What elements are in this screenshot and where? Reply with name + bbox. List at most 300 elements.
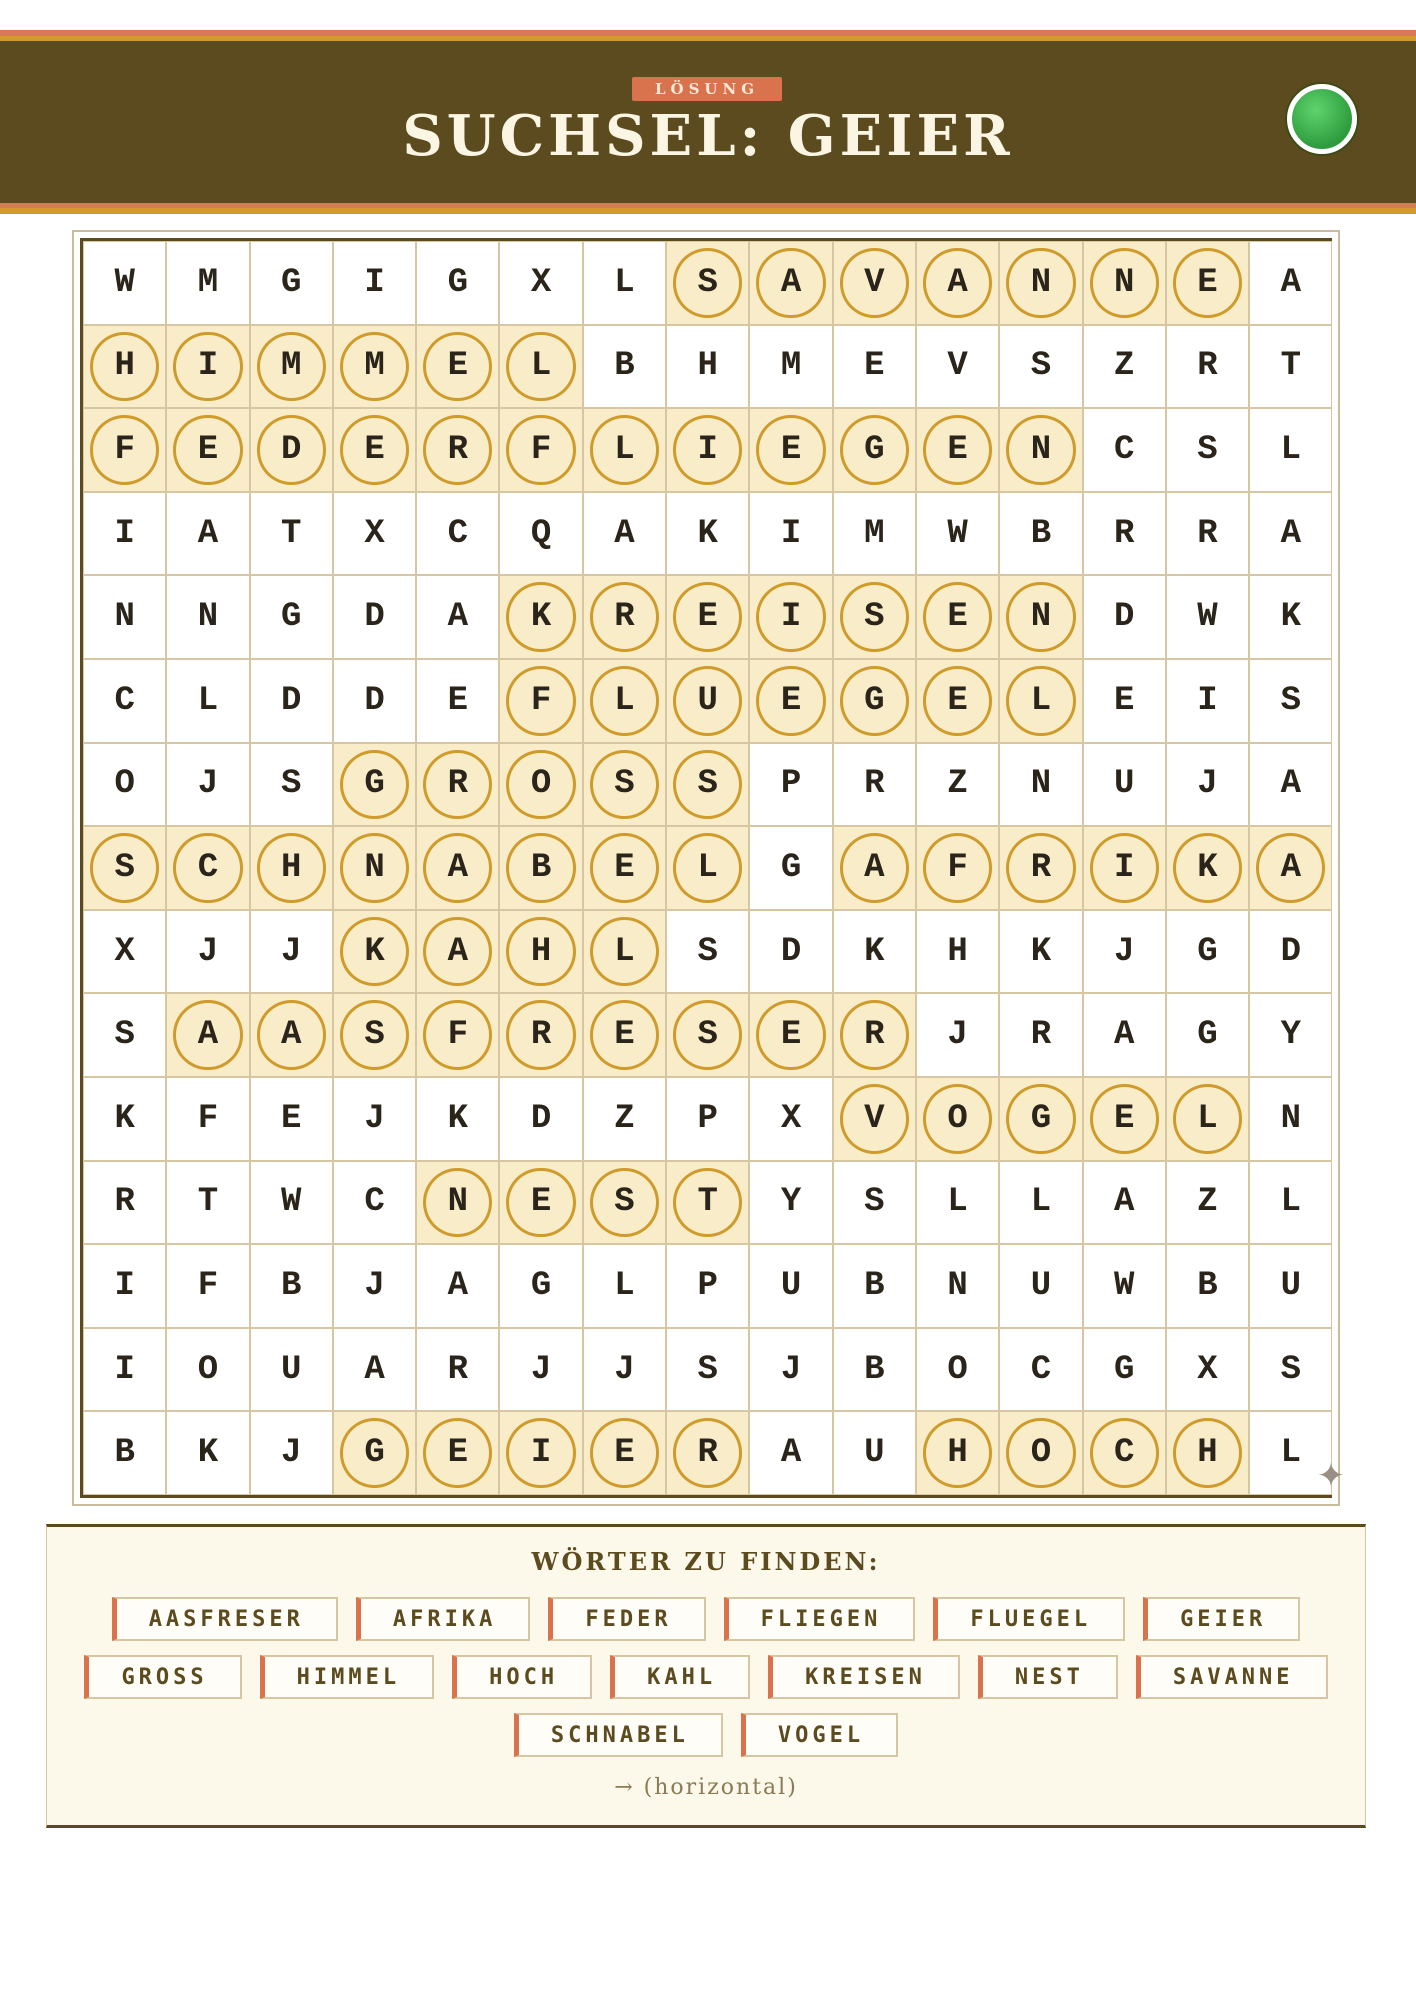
grid-cell[interactable] (1249, 575, 1332, 659)
grid-cell[interactable] (1166, 1161, 1249, 1245)
grid-cell[interactable] (499, 1244, 582, 1328)
grid-cell-found[interactable] (416, 743, 499, 827)
grid-cell[interactable] (166, 659, 249, 743)
grid-letter: A (1280, 848, 1301, 887)
grid-cell-found[interactable] (499, 659, 582, 743)
grid-cell[interactable] (916, 1328, 999, 1412)
grid-cell[interactable] (333, 659, 416, 743)
grid-cell[interactable] (916, 1161, 999, 1245)
grid-cell-found[interactable] (1083, 241, 1166, 325)
grid-cell-found[interactable] (499, 1161, 582, 1245)
grid-cell[interactable] (1249, 492, 1332, 576)
grid-letter: I (364, 263, 385, 302)
grid-cell[interactable] (333, 1328, 416, 1412)
grid-letter: P (697, 1099, 718, 1138)
grid-cell-found[interactable] (916, 659, 999, 743)
grid-cell-found[interactable] (333, 910, 416, 994)
grid-cell[interactable] (1166, 325, 1249, 409)
grid-cell[interactable] (583, 492, 666, 576)
grid-cell-found[interactable] (999, 241, 1082, 325)
grid-letter: H (530, 932, 552, 971)
grid-cell-found[interactable] (583, 993, 666, 1077)
grid-cell-found[interactable] (499, 826, 582, 910)
grid-cell[interactable] (83, 1077, 166, 1161)
grid-letter: X (364, 514, 385, 553)
grid-cell[interactable] (416, 659, 499, 743)
grid-cell[interactable] (583, 1077, 666, 1161)
grid-cell[interactable] (749, 325, 832, 409)
grid-cell[interactable] (166, 743, 249, 827)
grid-cell-found[interactable] (1166, 1411, 1249, 1495)
word-chip[interactable]: GEIER (1143, 1597, 1300, 1641)
grid-cell-found[interactable] (666, 743, 749, 827)
grid-cell[interactable] (1083, 910, 1166, 994)
grid-cell[interactable] (83, 659, 166, 743)
word-chip[interactable]: AFRIKA (356, 1597, 530, 1641)
grid-cell[interactable] (583, 1328, 666, 1412)
word-chip[interactable]: FEDER (548, 1597, 705, 1641)
direction-hint: → (horizontal) (614, 1775, 798, 1800)
grid-cell[interactable] (1083, 659, 1166, 743)
grid-cell-found[interactable] (1166, 1077, 1249, 1161)
grid-cell-found[interactable] (499, 1411, 582, 1495)
grid-cell[interactable] (749, 1077, 832, 1161)
grid-letter: Z (1114, 347, 1135, 386)
grid-cell-found[interactable] (916, 575, 999, 659)
word-chip[interactable]: HOCH (452, 1655, 592, 1699)
grid-cell[interactable] (416, 492, 499, 576)
grid-cell-found[interactable] (583, 1161, 666, 1245)
grid-cell-found[interactable] (583, 743, 666, 827)
grid-cell-found[interactable] (583, 1411, 666, 1495)
grid-cell-found[interactable] (666, 826, 749, 910)
grid-cell[interactable] (83, 1411, 166, 1495)
grid-cell-found[interactable] (166, 408, 249, 492)
grid-cell[interactable] (333, 1244, 416, 1328)
grid-cell[interactable] (999, 993, 1082, 1077)
grid-cell-found[interactable] (416, 325, 499, 409)
grid-cell-found[interactable] (1166, 241, 1249, 325)
grid-letter: G (281, 263, 302, 302)
grid-cell-found[interactable] (499, 743, 582, 827)
word-row (47, 1713, 1365, 1757)
grid-cell-found[interactable] (333, 826, 416, 910)
grid-cell-found[interactable] (1249, 826, 1332, 910)
grid-cell[interactable] (166, 1328, 249, 1412)
grid-cell-found[interactable] (833, 241, 916, 325)
grid-cell-found[interactable] (1083, 1411, 1166, 1495)
grid-cell[interactable] (1166, 408, 1249, 492)
grid-letter: G (864, 681, 885, 720)
grid-cell-found[interactable] (583, 408, 666, 492)
word-chip[interactable]: GROSS (84, 1655, 241, 1699)
grid-letter: J (780, 1350, 802, 1389)
grid-cell-found[interactable] (333, 408, 416, 492)
grid-cell[interactable] (749, 1328, 832, 1412)
grid-cell[interactable] (749, 1411, 832, 1495)
grid-cell-found[interactable] (916, 826, 999, 910)
grid-cell-found[interactable] (333, 1411, 416, 1495)
grid-letter: L (1030, 681, 1052, 720)
grid-cell-found[interactable] (916, 1411, 999, 1495)
grid-cell-found[interactable] (666, 993, 749, 1077)
grid-cell[interactable] (166, 241, 249, 325)
grid-cell[interactable] (499, 492, 582, 576)
grid-letter: R (1030, 1016, 1052, 1055)
grid-cell[interactable] (749, 826, 832, 910)
grid-cell-found[interactable] (83, 826, 166, 910)
grid-cell[interactable] (83, 1328, 166, 1412)
grid-letter: A (364, 1350, 385, 1389)
grid-cell-found[interactable] (416, 1161, 499, 1245)
grid-letter: C (1114, 1434, 1135, 1473)
grid-letter: J (530, 1350, 552, 1389)
grid-cell[interactable] (666, 492, 749, 576)
grid-cell-found[interactable] (916, 241, 999, 325)
grid-cell-found[interactable] (333, 743, 416, 827)
grid-cell-found[interactable] (749, 659, 832, 743)
grid-letter: S (614, 765, 635, 804)
grid-cell[interactable] (833, 1244, 916, 1328)
grid-cell[interactable] (1166, 1328, 1249, 1412)
grid-cell[interactable] (999, 492, 1082, 576)
grid-cell[interactable] (250, 1328, 333, 1412)
grid-letter: S (114, 848, 135, 887)
grid-cell-found[interactable] (666, 1411, 749, 1495)
grid-cell[interactable] (333, 1161, 416, 1245)
grid-cell[interactable] (1166, 1244, 1249, 1328)
grid-cell[interactable] (250, 910, 333, 994)
grid-cell[interactable] (1083, 408, 1166, 492)
grid-cell[interactable] (999, 1161, 1082, 1245)
grid-cell-found[interactable] (999, 826, 1082, 910)
word-chip[interactable]: VOGEL (741, 1713, 898, 1757)
grid-cell-found[interactable] (83, 325, 166, 409)
grid-cell-found[interactable] (666, 575, 749, 659)
word-chip[interactable]: FLUEGEL (933, 1597, 1125, 1641)
grid-cell[interactable] (666, 1244, 749, 1328)
grid-cell[interactable] (83, 241, 166, 325)
grid-cell-found[interactable] (666, 1161, 749, 1245)
grid-cell[interactable] (1249, 910, 1332, 994)
grid-cell[interactable] (1249, 1077, 1332, 1161)
grid-letter: E (197, 430, 219, 469)
grid-letter: G (1030, 1099, 1052, 1138)
grid-cell[interactable] (666, 910, 749, 994)
grid-cell[interactable] (83, 743, 166, 827)
grid-cell[interactable] (1166, 492, 1249, 576)
grid-cell-found[interactable] (833, 659, 916, 743)
grid-cell-found[interactable] (666, 408, 749, 492)
grid-cell[interactable] (1249, 993, 1332, 1077)
grid-cell-found[interactable] (916, 408, 999, 492)
grid-cell-found[interactable] (416, 408, 499, 492)
grid-cell-found[interactable] (666, 241, 749, 325)
grid-cell[interactable] (1249, 241, 1332, 325)
grid-letter: L (947, 1183, 968, 1222)
grid-cell-found[interactable] (499, 993, 582, 1077)
grid-cell[interactable] (83, 1161, 166, 1245)
grid-cell-found[interactable] (1083, 1077, 1166, 1161)
grid-cell-found[interactable] (1083, 826, 1166, 910)
grid-cell[interactable] (333, 492, 416, 576)
grid-cell[interactable] (333, 575, 416, 659)
grid-cell[interactable] (833, 1161, 916, 1245)
grid-cell[interactable] (250, 1411, 333, 1495)
grid-cell-found[interactable] (749, 408, 832, 492)
grid-cell[interactable] (583, 1244, 666, 1328)
grid-cell-found[interactable] (999, 575, 1082, 659)
grid-letter: S (1280, 681, 1301, 720)
grid-cell[interactable] (1083, 1244, 1166, 1328)
grid-cell[interactable] (1083, 743, 1166, 827)
grid-cell[interactable] (250, 659, 333, 743)
word-chip[interactable]: AASFRESER (112, 1597, 338, 1641)
grid-cell[interactable] (749, 492, 832, 576)
grid-letter: N (1280, 1099, 1301, 1138)
grid-cell[interactable] (749, 910, 832, 994)
grid-cell[interactable] (666, 1328, 749, 1412)
grid-letter: E (1114, 681, 1135, 720)
grid-cell-found[interactable] (833, 575, 916, 659)
grid-cell-found[interactable] (333, 993, 416, 1077)
grid-cell-found[interactable] (83, 408, 166, 492)
grid-letter: E (864, 347, 885, 386)
grid-letter: K (1030, 932, 1052, 971)
grid-cell-found[interactable] (499, 910, 582, 994)
grid-cell[interactable] (250, 241, 333, 325)
grid-letter: M (864, 514, 885, 553)
grid-cell[interactable] (416, 1077, 499, 1161)
grid-cell[interactable] (333, 241, 416, 325)
grid-cell-found[interactable] (666, 659, 749, 743)
grid-letter: D (1114, 598, 1135, 637)
grid-cell[interactable] (916, 743, 999, 827)
grid-cell[interactable] (1083, 1161, 1166, 1245)
grid-cell[interactable] (999, 1244, 1082, 1328)
grid-cell[interactable] (416, 241, 499, 325)
grid-cell[interactable] (833, 325, 916, 409)
grid-cell[interactable] (1249, 408, 1332, 492)
grid-cell[interactable] (250, 1244, 333, 1328)
grid-cell-found[interactable] (250, 993, 333, 1077)
grid-cell[interactable] (1083, 993, 1166, 1077)
grid-cell[interactable] (166, 1244, 249, 1328)
grid-letter: I (697, 430, 718, 469)
grid-cell[interactable] (916, 492, 999, 576)
grid-cell-found[interactable] (999, 1411, 1082, 1495)
grid-cell-found[interactable] (749, 993, 832, 1077)
green-dot-icon[interactable] (1287, 84, 1357, 154)
grid-cell-found[interactable] (166, 826, 249, 910)
grid-letter: C (114, 681, 135, 720)
grid-cell[interactable] (1166, 910, 1249, 994)
grid-letter: Z (947, 765, 968, 804)
grid-letter: K (697, 514, 718, 553)
grid-letter: K (197, 1434, 219, 1473)
grid-cell[interactable] (83, 910, 166, 994)
grid-cell[interactable] (999, 1328, 1082, 1412)
grid-cell[interactable] (1166, 575, 1249, 659)
grid-cell[interactable] (1166, 993, 1249, 1077)
grid-cell[interactable] (250, 743, 333, 827)
grid-cell[interactable] (83, 1244, 166, 1328)
grid-letter: J (364, 1099, 385, 1138)
word-chip[interactable]: SCHNABEL (514, 1713, 723, 1757)
grid-cell[interactable] (416, 1244, 499, 1328)
grid-cell[interactable] (1083, 492, 1166, 576)
grid-letter: A (281, 1016, 302, 1055)
grid-cell-found[interactable] (749, 241, 832, 325)
grid-cell[interactable] (999, 743, 1082, 827)
word-chip[interactable]: NEST (978, 1655, 1118, 1699)
grid-cell[interactable] (916, 993, 999, 1077)
grid-cell[interactable] (1249, 659, 1332, 743)
word-chip[interactable]: FLIEGEN (724, 1597, 916, 1641)
grid-letter: R (614, 598, 635, 637)
grid-letter: O (1030, 1434, 1052, 1473)
grid-letter: I (530, 1434, 552, 1473)
grid-cell[interactable] (1083, 325, 1166, 409)
grid-cell[interactable] (833, 1411, 916, 1495)
grid-cell-found[interactable] (333, 325, 416, 409)
grid-letter: U (1280, 1266, 1301, 1305)
grid-cell-found[interactable] (999, 659, 1082, 743)
grid-letter: B (114, 1434, 135, 1473)
grid-cell[interactable] (749, 1244, 832, 1328)
word-chip[interactable]: KREISEN (768, 1655, 960, 1699)
grid-cell[interactable] (1249, 1244, 1332, 1328)
grid-cell-found[interactable] (583, 910, 666, 994)
grid-cell[interactable] (833, 743, 916, 827)
grid-cell[interactable] (499, 241, 582, 325)
grid-letter: J (1197, 765, 1218, 804)
grid-cell[interactable] (666, 325, 749, 409)
page-title: SUCHSEL: GEIER (402, 103, 1014, 169)
grid-letter: K (1280, 598, 1301, 637)
grid-cell[interactable] (166, 910, 249, 994)
grid-letter: S (614, 1183, 635, 1222)
grid-cell[interactable] (250, 1077, 333, 1161)
grid-letter: R (447, 430, 469, 469)
grid-letter: L (614, 1266, 635, 1305)
grid-letter: V (864, 263, 885, 302)
grid-cell-found[interactable] (833, 993, 916, 1077)
grid-cell[interactable] (1166, 743, 1249, 827)
grid-cell-found[interactable] (250, 408, 333, 492)
grid-cell-found[interactable] (250, 826, 333, 910)
grid-cell[interactable] (499, 1328, 582, 1412)
grid-cell-found[interactable] (999, 408, 1082, 492)
grid-cell[interactable] (416, 575, 499, 659)
grid-cell-found[interactable] (916, 1077, 999, 1161)
grid-cell[interactable] (250, 575, 333, 659)
grid-cell[interactable] (333, 1077, 416, 1161)
grid-cell[interactable] (1166, 659, 1249, 743)
grid-cell[interactable] (166, 1077, 249, 1161)
grid-cell[interactable] (166, 492, 249, 576)
grid-letter: E (530, 1183, 552, 1222)
grid-cell-found[interactable] (833, 1077, 916, 1161)
grid-cell[interactable] (1249, 325, 1332, 409)
grid-cell[interactable] (916, 1244, 999, 1328)
grid-cell[interactable] (999, 325, 1082, 409)
grid-letter: A (197, 514, 219, 553)
grid-cell-found[interactable] (499, 408, 582, 492)
grid-cell[interactable] (749, 743, 832, 827)
grid-cell[interactable] (1083, 575, 1166, 659)
grid-cell[interactable] (83, 575, 166, 659)
grid-letter: X (1197, 1350, 1218, 1389)
grid-letter: G (364, 765, 385, 804)
grid-cell-found[interactable] (166, 993, 249, 1077)
grid-cell-found[interactable] (499, 325, 582, 409)
grid-cell-found[interactable] (833, 408, 916, 492)
grid-cell-found[interactable] (833, 826, 916, 910)
word-chip[interactable]: SAVANNE (1136, 1655, 1328, 1699)
grid-cell-found[interactable] (583, 659, 666, 743)
grid-cell-found[interactable] (499, 575, 582, 659)
grid-cell-found[interactable] (1166, 826, 1249, 910)
grid-cell[interactable] (1249, 1161, 1332, 1245)
grid-cell-found[interactable] (416, 1411, 499, 1495)
grid-cell-found[interactable] (416, 826, 499, 910)
grid-cell[interactable] (916, 910, 999, 994)
grid-cell[interactable] (583, 325, 666, 409)
grid-cell[interactable] (1249, 1328, 1332, 1412)
grid-cell-found[interactable] (416, 993, 499, 1077)
grid-cell[interactable] (999, 910, 1082, 994)
grid-cell[interactable] (166, 1411, 249, 1495)
grid-cell[interactable] (250, 1161, 333, 1245)
grid-letter: B (530, 848, 552, 887)
grid-cell-found[interactable] (166, 325, 249, 409)
grid-cell[interactable] (749, 1161, 832, 1245)
word-chip[interactable]: KAHL (610, 1655, 750, 1699)
grid-letter: A (447, 1266, 469, 1305)
grid-cell-found[interactable] (749, 575, 832, 659)
grid-cell-found[interactable] (999, 1077, 1082, 1161)
grid-cell[interactable] (250, 492, 333, 576)
grid-cell-found[interactable] (583, 826, 666, 910)
grid-cell[interactable] (833, 1328, 916, 1412)
grid-cell[interactable] (416, 1328, 499, 1412)
grid-cell[interactable] (83, 993, 166, 1077)
grid-letter: K (447, 1099, 469, 1138)
grid-cell[interactable] (83, 492, 166, 576)
grid-cell[interactable] (1083, 1328, 1166, 1412)
grid-cell[interactable] (1249, 743, 1332, 827)
grid-cell[interactable] (916, 325, 999, 409)
word-chip[interactable]: HIMMEL (260, 1655, 434, 1699)
grid-cell[interactable] (166, 1161, 249, 1245)
grid-cell[interactable] (583, 241, 666, 325)
header-bar (0, 36, 1416, 208)
grid-cell-found[interactable] (416, 910, 499, 994)
grid-cell[interactable] (833, 492, 916, 576)
grid-letter: D (780, 932, 802, 971)
grid-cell[interactable] (833, 910, 916, 994)
grid-cell[interactable] (166, 575, 249, 659)
grid-cell[interactable] (666, 1077, 749, 1161)
grid-cell-found[interactable] (583, 575, 666, 659)
grid-letter: S (864, 1183, 885, 1222)
grid-letter: A (447, 848, 469, 887)
grid-cell[interactable] (499, 1077, 582, 1161)
grid-letter: N (1030, 598, 1052, 637)
grid-letter: E (281, 1099, 302, 1138)
grid-cell-found[interactable] (250, 325, 333, 409)
